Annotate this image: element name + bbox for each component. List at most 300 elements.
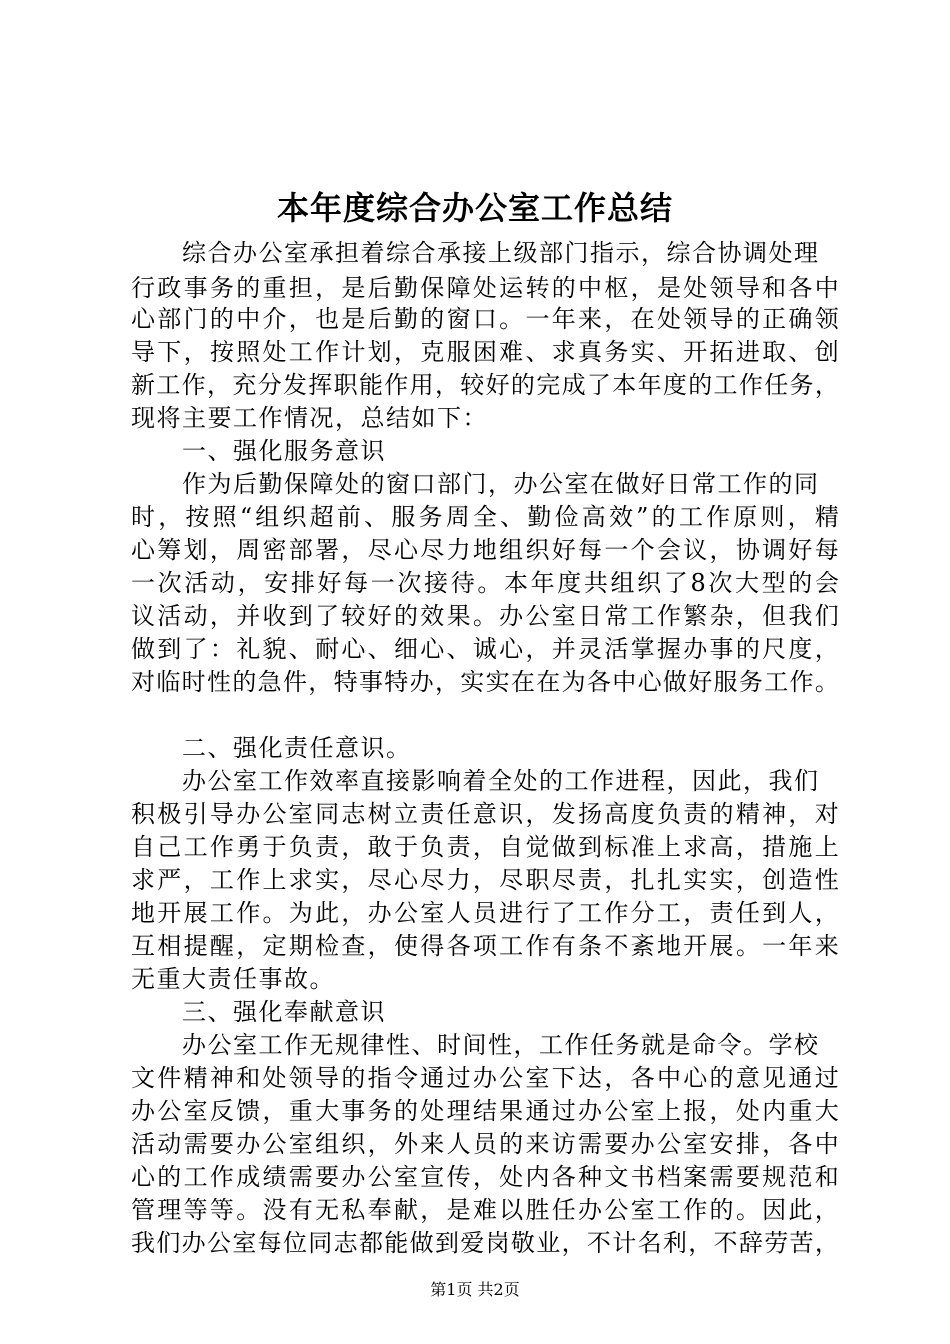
text-char: ， xyxy=(237,569,262,597)
text-char: 好 xyxy=(317,569,342,597)
text-char: 实 xyxy=(315,866,340,894)
text-char: 重 xyxy=(262,274,287,302)
text-char: 志 xyxy=(341,800,366,828)
text-char: 性 xyxy=(206,668,231,696)
text-char: 年 xyxy=(637,371,662,399)
text-char: 公 xyxy=(262,1130,287,1158)
text-char: 织 xyxy=(637,569,662,597)
text-char: 勇 xyxy=(236,833,261,861)
text-char: 中 xyxy=(814,1130,839,1158)
text-char: 室 xyxy=(183,1097,208,1125)
text-char: 次 xyxy=(157,569,182,597)
text-char: 动 xyxy=(210,569,235,597)
text-char: 心 xyxy=(341,635,366,663)
text-char: 为 xyxy=(561,668,586,696)
text-char: 会 xyxy=(656,536,681,564)
text-char: 胜 xyxy=(525,1196,550,1224)
text-char: 度 xyxy=(630,800,655,828)
text-char: 求 xyxy=(288,866,313,894)
text-char: 勤 xyxy=(393,305,418,333)
text-char: 为 xyxy=(288,899,313,927)
text-char: 事 xyxy=(709,635,734,663)
text-char: 创 xyxy=(762,866,787,894)
text-line xyxy=(131,336,839,368)
text-char: 上 xyxy=(656,1097,681,1125)
text-char: 有 xyxy=(551,932,576,960)
text-char: 度 xyxy=(662,371,687,399)
text-char: 内 xyxy=(762,1097,787,1125)
text-char: 门 xyxy=(183,305,208,333)
text-char: 室 xyxy=(393,1163,418,1191)
text-char: 分 xyxy=(257,371,282,399)
text-char: 都 xyxy=(358,1229,383,1257)
text-char: 年 xyxy=(530,569,555,597)
text-char: 造 xyxy=(788,866,813,894)
text-char: 协 xyxy=(735,536,760,564)
text-char: 人 xyxy=(446,899,471,927)
text-char: 室 xyxy=(525,1064,550,1092)
text-char: 困 xyxy=(472,338,497,366)
text-char: 但 xyxy=(762,602,787,630)
text-char: 职 xyxy=(525,866,550,894)
text-char: 和 xyxy=(814,1163,839,1191)
text-char: 导 xyxy=(315,1064,340,1092)
text-char: 实 xyxy=(709,866,734,894)
text-char: 责 xyxy=(446,833,471,861)
text-char: 杂 xyxy=(709,602,734,630)
text-char: 件 xyxy=(157,1064,182,1092)
text-char: 检 xyxy=(315,932,340,960)
text-char: 做 xyxy=(131,635,155,663)
text-char: 、 xyxy=(446,635,471,663)
text-char: 过 xyxy=(814,1064,839,1092)
text-char: 位 xyxy=(282,1229,307,1257)
text-char: 绩 xyxy=(262,1163,287,1191)
text-char: 按 xyxy=(209,338,234,366)
text-char: 取 xyxy=(762,338,787,366)
text-char: ， xyxy=(367,1130,392,1158)
text-line xyxy=(131,600,839,632)
text-char: 细 xyxy=(393,635,418,663)
text-char: 私 xyxy=(341,1196,366,1224)
text-char: 充 xyxy=(232,371,257,399)
text-char: 办 xyxy=(578,1196,603,1224)
text-char: ， xyxy=(525,800,550,828)
text-line xyxy=(131,534,839,566)
text-char: 员 xyxy=(472,899,497,927)
text-char: 公 xyxy=(525,602,550,630)
text-char: 工 xyxy=(288,338,313,366)
text-char: 需 xyxy=(183,1130,208,1158)
text-char: 繁 xyxy=(683,602,708,630)
text-char: 部 xyxy=(288,536,313,564)
text-line xyxy=(131,1161,839,1193)
text-char: ， xyxy=(735,833,760,861)
text-char: 划 xyxy=(183,536,208,564)
text-char: 范 xyxy=(788,1163,813,1191)
text-char: 到 xyxy=(434,1229,459,1257)
text-char: 工 xyxy=(209,866,234,894)
text-char: 的 xyxy=(788,569,813,597)
text-char: ， xyxy=(183,338,208,366)
text-char: 活 xyxy=(184,569,209,597)
text-char: 人 xyxy=(446,1130,471,1158)
text-char: 较 xyxy=(460,371,485,399)
text-char: 的 xyxy=(709,1064,734,1092)
text-char: ， xyxy=(814,371,839,399)
text-char: ， xyxy=(630,274,655,302)
text-char: 文 xyxy=(604,1163,629,1191)
text-char: 高 xyxy=(604,800,629,828)
text-char: 公 xyxy=(499,1064,524,1092)
text-char: 议 xyxy=(683,536,708,564)
text-char: 每 xyxy=(578,536,603,564)
text-char: 处 xyxy=(735,1097,760,1125)
text-char: 尽 xyxy=(367,536,392,564)
text-char: 室 xyxy=(288,1130,313,1158)
text-char: 尽 xyxy=(420,536,445,564)
text-char: 公 xyxy=(367,1163,392,1191)
text-char: 并 xyxy=(236,602,261,630)
text-char: 工 xyxy=(183,833,208,861)
text-char: 件 xyxy=(282,668,307,696)
text-char: 枢 xyxy=(604,274,629,302)
text-char: 自 xyxy=(131,833,155,861)
text-char: 诚 xyxy=(472,635,497,663)
page-indicator: 第1页 共2页 xyxy=(430,1280,520,1299)
text-char: 务 xyxy=(367,1097,392,1125)
text-char: 计 xyxy=(612,1229,637,1257)
text-char: 掌 xyxy=(630,635,655,663)
text-line xyxy=(131,567,839,599)
text-char: 工 xyxy=(578,899,603,927)
text-char: 提 xyxy=(183,932,208,960)
text-char: 。 xyxy=(472,602,497,630)
text-char: 度 xyxy=(788,635,813,663)
text-line xyxy=(131,501,839,533)
text-char: 精 xyxy=(735,800,760,828)
text-char: 组 xyxy=(499,536,524,564)
text-char: 同 xyxy=(315,800,340,828)
text-char: 办 xyxy=(683,635,708,663)
text-char: 能 xyxy=(358,371,383,399)
text-char: 活 xyxy=(131,1130,155,1158)
text-char: 活 xyxy=(157,602,182,630)
text-char: 一 xyxy=(762,932,787,960)
text-char: 在 xyxy=(630,305,655,333)
text-char: 得 xyxy=(420,932,445,960)
text-char: 种 xyxy=(578,1163,603,1191)
text-char: 领 xyxy=(814,305,839,333)
text-char: 室 xyxy=(232,1229,257,1257)
text-char: 并 xyxy=(551,635,576,663)
text-char: 进 xyxy=(499,899,524,927)
text-line xyxy=(131,1095,839,1127)
text-char: 书 xyxy=(630,1163,655,1191)
text-char: 办 xyxy=(499,602,524,630)
text-char: 心 xyxy=(683,1064,708,1092)
text-char: 各 xyxy=(446,932,471,960)
text-char: 外 xyxy=(393,1130,418,1158)
text-line: 办公室工作效率直接影响着全处的工作进程，因此，我们 xyxy=(182,767,820,795)
text-char: 发 xyxy=(551,800,576,828)
text-char: 公 xyxy=(656,1130,681,1158)
text-char: 相 xyxy=(157,932,182,960)
text-char: 做 xyxy=(409,1229,434,1257)
text-char: 实 xyxy=(460,668,485,696)
text-char: 办 xyxy=(131,1097,155,1125)
text-char: 来 xyxy=(814,932,839,960)
text-char: 苦 xyxy=(789,1229,814,1257)
text-line xyxy=(131,1062,839,1094)
text-char: 是 xyxy=(341,305,366,333)
text-char: 意 xyxy=(472,800,497,828)
text-char: 献 xyxy=(393,1196,418,1224)
text-char: 工 xyxy=(713,371,738,399)
text-char: 树 xyxy=(367,800,392,828)
text-char: 标 xyxy=(604,833,629,861)
text-char: 尽 xyxy=(499,866,524,894)
text-char: 施 xyxy=(788,833,813,861)
text-char: 重 xyxy=(788,1097,813,1125)
text-char: 进 xyxy=(735,338,760,366)
text-char: 原 xyxy=(733,503,758,531)
text-char: ： xyxy=(209,635,234,663)
text-char: 作 xyxy=(209,1163,234,1191)
text-char: 室 xyxy=(420,899,445,927)
text-char: 好 xyxy=(688,668,713,696)
text-char: 到 xyxy=(578,833,603,861)
text-char: 口 xyxy=(472,305,497,333)
section-heading: 一、强化服务意识 xyxy=(182,437,386,465)
text-char: ， xyxy=(709,1097,734,1125)
text-char: 服 xyxy=(713,668,738,696)
text-char: 各 xyxy=(586,668,611,696)
text-char: 按 xyxy=(185,503,210,531)
text-char: 署 xyxy=(315,536,340,564)
text-char: 使 xyxy=(393,932,418,960)
text-char: 人 xyxy=(788,899,813,927)
text-char: 前 xyxy=(336,503,361,531)
text-char: 办 xyxy=(578,1097,603,1125)
text-char: 作 xyxy=(181,371,206,399)
text-char: ， xyxy=(735,866,760,894)
text-char: 公 xyxy=(206,1229,231,1257)
text-char: 开 xyxy=(683,338,708,366)
text-char: ， xyxy=(814,1196,839,1224)
text-char: ， xyxy=(341,866,366,894)
text-char: 作 xyxy=(604,899,629,927)
text-char: 室 xyxy=(630,1196,655,1224)
text-char: 极 xyxy=(157,800,182,828)
text-line: 办公室工作无规律性、时间性，工作任务就是命令。学校 xyxy=(182,1031,820,1059)
text-char: 要 xyxy=(209,1130,234,1158)
text-char: 织 xyxy=(525,536,550,564)
text-char: 在 xyxy=(536,668,561,696)
text-char: 处 xyxy=(420,1097,445,1125)
text-char: 上 xyxy=(814,833,839,861)
text-char: 没 xyxy=(262,1196,287,1224)
text-char: 行 xyxy=(131,274,155,302)
text-char: 对 xyxy=(814,800,839,828)
text-char: 负 xyxy=(656,800,681,828)
text-char: 要 xyxy=(735,1163,760,1191)
text-char: 规 xyxy=(762,1163,787,1191)
text-char: 文 xyxy=(131,1064,155,1092)
text-char: 划 xyxy=(367,338,392,366)
text-char: 组 xyxy=(255,503,280,531)
text-char: 公 xyxy=(157,1097,182,1125)
text-char: 能 xyxy=(384,1229,409,1257)
text-char: ， xyxy=(683,899,708,927)
text-char: 爱 xyxy=(460,1229,485,1257)
text-char: 准 xyxy=(630,833,655,861)
text-char: 安 xyxy=(709,1130,734,1158)
text-char: ， xyxy=(262,1097,287,1125)
text-char: 立 xyxy=(393,800,418,828)
text-char: 了 xyxy=(551,899,576,927)
text-line: 作为后勤保障处的窗口部门，办公室在做好日常工作的同 xyxy=(182,470,820,498)
text-char: 计 xyxy=(341,338,366,366)
text-char: 岗 xyxy=(485,1229,510,1257)
text-char: 超 xyxy=(309,503,334,531)
text-char: 度 xyxy=(557,569,582,597)
text-char: 每 xyxy=(814,536,839,564)
text-char: 不 xyxy=(586,1229,611,1257)
text-char: 。 xyxy=(236,1196,261,1224)
text-char: ， xyxy=(814,1229,839,1257)
text-char: 、 xyxy=(367,635,392,663)
text-char: 地 xyxy=(131,899,155,927)
text-char: 重 xyxy=(288,1097,313,1125)
text-char: 后 xyxy=(367,305,392,333)
text-char: 上 xyxy=(656,833,681,861)
text-char: 此 xyxy=(315,899,340,927)
text-char: 们 xyxy=(814,602,839,630)
text-char: 通 xyxy=(420,1064,445,1092)
text-char: 要 xyxy=(604,1130,629,1158)
text-char: 活 xyxy=(604,635,629,663)
text-char: 作 xyxy=(789,668,814,696)
text-char: 是 xyxy=(446,1196,471,1224)
text-char: 工 xyxy=(209,899,234,927)
text-char: ， xyxy=(393,338,418,366)
text-char: 们 xyxy=(156,1229,181,1257)
text-char: 周 xyxy=(445,503,470,531)
text-char: 转 xyxy=(525,274,550,302)
text-char: 下 xyxy=(157,338,182,366)
text-char: 反 xyxy=(209,1097,234,1125)
text-char: 工 xyxy=(499,932,524,960)
text-char: 尽 xyxy=(367,866,392,894)
text-char: 自 xyxy=(499,833,524,861)
text-char: 志 xyxy=(333,1229,358,1257)
text-char: 求 xyxy=(683,833,708,861)
text-char: 令 xyxy=(393,1064,418,1092)
text-line xyxy=(131,303,839,335)
text-char: 。 xyxy=(735,1196,760,1224)
text-char: 醒 xyxy=(209,932,234,960)
text-char: ， xyxy=(525,635,550,663)
text-char: 理 xyxy=(446,1097,471,1125)
text-char: 领 xyxy=(288,1064,313,1092)
text-char: 奉 xyxy=(367,1196,392,1224)
text-char: 同 xyxy=(308,1229,333,1257)
text-char: 识 xyxy=(499,800,524,828)
text-char: 办 xyxy=(236,800,261,828)
text-char: ， xyxy=(288,305,313,333)
text-char: 高 xyxy=(581,503,606,531)
text-char: 难 xyxy=(499,338,524,366)
text-char: 则 xyxy=(760,503,785,531)
text-char: 公 xyxy=(604,1097,629,1125)
document-title: 本年度综合办公室工作总结 xyxy=(276,189,673,227)
text-char: 来 xyxy=(420,1130,445,1158)
text-char: ， xyxy=(688,1229,713,1257)
text-char: 、 xyxy=(500,503,525,531)
text-char: 的 xyxy=(393,1097,418,1125)
text-char: 急 xyxy=(257,668,282,696)
text-char: 收 xyxy=(262,602,287,630)
text-char: 中 xyxy=(612,668,637,696)
text-char: 扎 xyxy=(630,866,655,894)
text-char: 意 xyxy=(735,1064,760,1092)
text-char: 的 xyxy=(157,1163,182,1191)
text-char: ， xyxy=(787,503,812,531)
text-char: 工 xyxy=(764,668,789,696)
text-char: 办 xyxy=(367,899,392,927)
text-char: 办 xyxy=(472,1064,497,1092)
text-char: 对 xyxy=(131,668,155,696)
text-char: 服 xyxy=(391,503,416,531)
text-char: 担 xyxy=(288,274,313,302)
text-char: 分 xyxy=(630,899,655,927)
text-line xyxy=(131,930,839,962)
text-char: 导 xyxy=(709,305,734,333)
text-char: 到 xyxy=(762,899,787,927)
text-char: 、 xyxy=(788,338,813,366)
text-char: 了 xyxy=(663,569,688,597)
text-char: 工 xyxy=(183,1163,208,1191)
text-char: 导 xyxy=(209,800,234,828)
text-char: 处 xyxy=(656,305,681,333)
text-char: 内 xyxy=(525,1163,550,1191)
text-char: 、 xyxy=(656,338,681,366)
text-char: 扎 xyxy=(656,866,681,894)
text-char: 指 xyxy=(367,1064,392,1092)
text-char: 部 xyxy=(157,305,182,333)
text-char: ， xyxy=(341,536,366,564)
text-char: 务 xyxy=(209,274,234,302)
text-char: 排 xyxy=(735,1130,760,1158)
text-char: 尺 xyxy=(762,635,787,663)
text-char: 服 xyxy=(446,338,471,366)
text-char: 日 xyxy=(578,602,603,630)
text-char: ， xyxy=(206,371,231,399)
text-char: 责 xyxy=(420,800,445,828)
text-char: 各 xyxy=(630,1064,655,1092)
text-char: 是 xyxy=(341,274,366,302)
text-char: 作 xyxy=(656,602,681,630)
text-char: ， xyxy=(183,866,208,894)
text-char: 拓 xyxy=(709,338,734,366)
text-char: ， xyxy=(762,1130,787,1158)
text-char: ， xyxy=(315,274,340,302)
text-char: 议 xyxy=(131,602,155,630)
text-char: 动 xyxy=(183,602,208,630)
text-line xyxy=(131,897,839,929)
text-char: 年 xyxy=(788,932,813,960)
